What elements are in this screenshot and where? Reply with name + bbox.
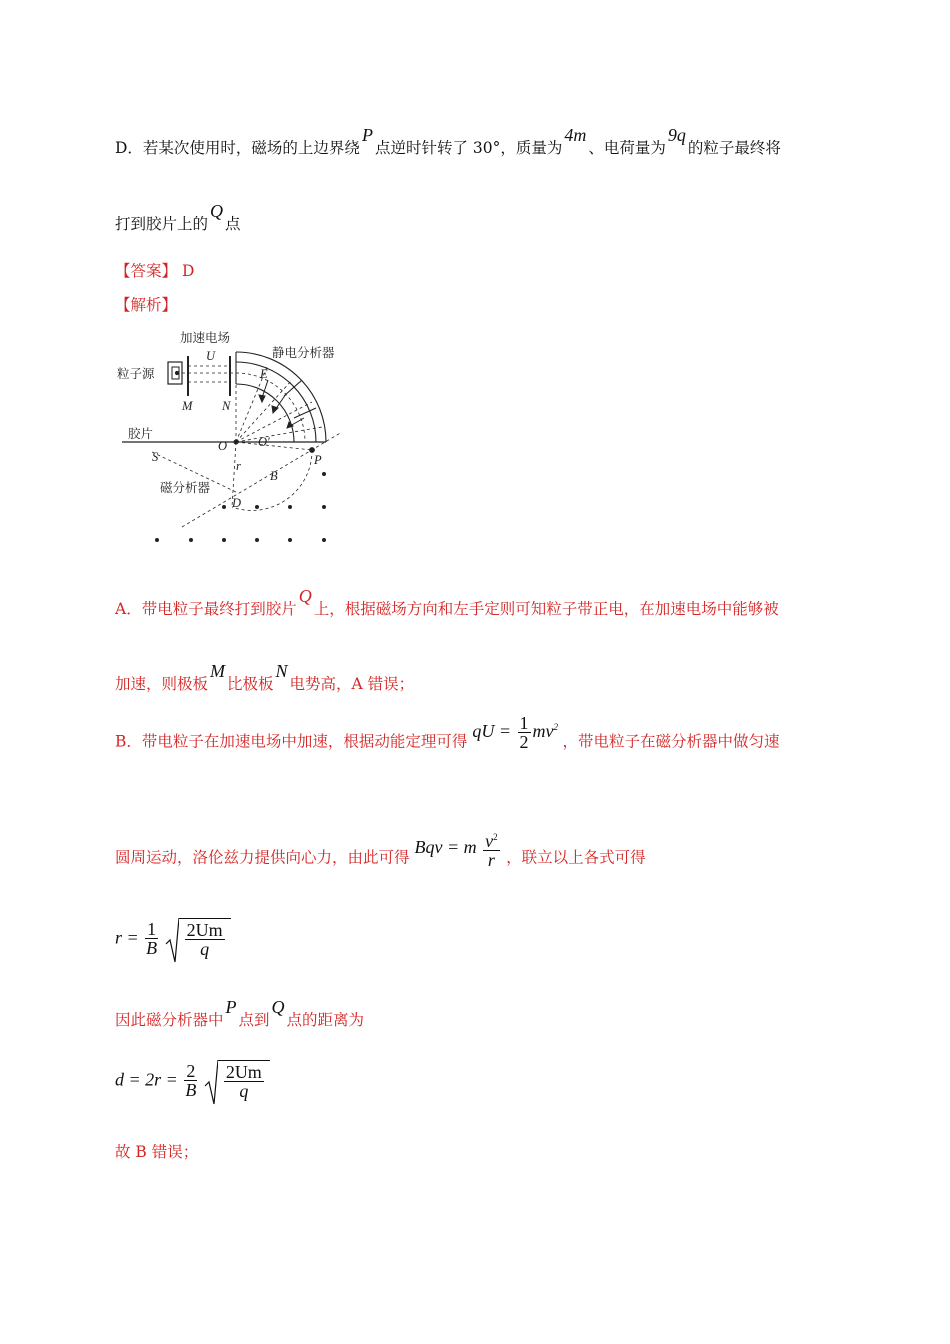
symbol-q: Q [298, 586, 312, 606]
f1-num: 1 [147, 918, 157, 939]
label-n: N [222, 399, 231, 413]
f2-lhs: d = 2r = [115, 1069, 178, 1090]
answer-value: D [181, 262, 195, 280]
charge-9q: 9q [667, 125, 686, 145]
symbol-n: N [275, 661, 288, 681]
label-u: U [206, 349, 216, 363]
analysis-line [115, 293, 177, 315]
field-arrows [259, 380, 304, 428]
option-d-line-1 [115, 125, 781, 158]
label-mag: 磁分析器 [160, 480, 211, 495]
eq1-den: 2 [519, 732, 529, 752]
f2-rnum: 2Um [225, 1062, 262, 1082]
mass-spectrometer-diagram [112, 322, 362, 552]
eq1-exp: 2 [553, 721, 558, 732]
f2-inner-fraction [224, 1063, 264, 1100]
symbol-q: Q [271, 997, 285, 1017]
explain-b-line-4 [115, 1140, 198, 1162]
eq2-den: r [487, 850, 495, 870]
f1-den: B [146, 937, 158, 958]
label-o: O [218, 439, 228, 453]
option-d-text: 点 [225, 215, 241, 233]
point-o [234, 440, 238, 444]
f1-rnum: 2Um [186, 920, 223, 940]
option-d-text: 点逆时针转了 30°，质量为 [374, 139, 563, 157]
eq2-fraction [483, 828, 500, 869]
explain-b-line-3 [115, 997, 365, 1030]
formula-d [115, 1060, 270, 1100]
explain-a-line-1 [115, 586, 779, 619]
label-e: E [260, 367, 268, 381]
symbol-p: P [361, 125, 373, 145]
f2-den: B [185, 1079, 197, 1100]
label-s: S [152, 450, 159, 464]
label-film: 胶片 [128, 426, 154, 441]
eq2-num: v [485, 831, 494, 851]
symbol-q: Q [210, 201, 224, 221]
option-d-text: 打到胶片上的 [115, 215, 209, 233]
f1-inner-fraction [185, 921, 225, 958]
electrostatic-analyzer [236, 352, 326, 442]
option-d-line-2 [115, 201, 241, 234]
f2-num: 2 [186, 1060, 196, 1081]
option-d-text: D．若某次使用时，磁场的上边界绕 [115, 139, 360, 157]
label-source: 粒子源 [117, 366, 155, 381]
explain-a-text: A．带电粒子最终打到胶片 [115, 600, 297, 618]
eq1-fraction [518, 714, 531, 751]
explain-b-text: 因此磁分析器中 [115, 1011, 224, 1029]
eq1-num: 1 [519, 713, 529, 733]
explain-b-text: 点到 [238, 1011, 270, 1029]
analysis-tag: 【解析】 [115, 296, 178, 314]
explain-b-text: B．带电粒子在加速电场中加速，根据动能定理可得 [115, 732, 468, 751]
equation-energy [472, 713, 562, 752]
f1-rden: q [200, 939, 210, 959]
label-esa: 静电分析器 [272, 345, 335, 360]
label-m: M [182, 399, 193, 413]
eq2-lhs: Bqv = m [414, 836, 477, 857]
explain-b-text: 圆周运动，洛伦兹力提供向心力，由此可得 [115, 848, 410, 867]
eq1-lhs: qU = [472, 720, 511, 741]
guide-lines [152, 366, 342, 527]
explain-b-text: ，带电粒子在磁分析器中做匀速 [562, 732, 780, 751]
mass-4m: 4m [564, 125, 587, 145]
explain-b-text: 故 B 错误； [115, 1143, 199, 1161]
explain-a-text: 上，根据磁场方向和左手定则可知粒子带正电，在加速电场中能够被 [313, 600, 779, 618]
explain-a-text: 比极板 [227, 675, 274, 693]
eq1-rhs: mv [532, 720, 554, 741]
explain-a-line-2 [115, 661, 415, 694]
f2-sqrt [204, 1060, 270, 1100]
symbol-p: P [225, 997, 237, 1017]
answer-line [115, 259, 194, 281]
explain-b-text: ，联立以上各式可得 [506, 848, 646, 867]
label-r: r [236, 459, 241, 473]
formula-r [115, 918, 231, 958]
explain-a-text: 加速，则极板 [115, 675, 209, 693]
label-accel-field: 加速电场 [180, 330, 231, 345]
option-d-text: 、电荷量为 [588, 139, 666, 157]
f1-fraction [145, 920, 158, 957]
label-b: B [270, 469, 278, 483]
point-p [310, 448, 315, 453]
option-d-text: 的粒子最终将 [687, 139, 781, 157]
eq2-exp: 2 [493, 832, 498, 842]
label-d: D [232, 496, 242, 510]
equation-lorentz [414, 831, 506, 870]
explain-b-line-2 [115, 831, 646, 877]
explain-b-text: 点的距离为 [286, 1011, 365, 1029]
label-o-prime: O′ [258, 435, 270, 449]
particle-source-icon [168, 362, 182, 384]
explain-b-line-1 [115, 713, 780, 759]
f2-fraction [184, 1062, 197, 1099]
label-p: P [314, 453, 322, 467]
explain-a-text: 电势高，A 错误； [289, 675, 415, 693]
f1-lhs: r = [115, 927, 139, 948]
answer-tag: 【答案】 [115, 262, 178, 280]
f2-rden: q [239, 1081, 249, 1101]
f1-sqrt [165, 918, 231, 958]
symbol-m: M [210, 661, 226, 681]
